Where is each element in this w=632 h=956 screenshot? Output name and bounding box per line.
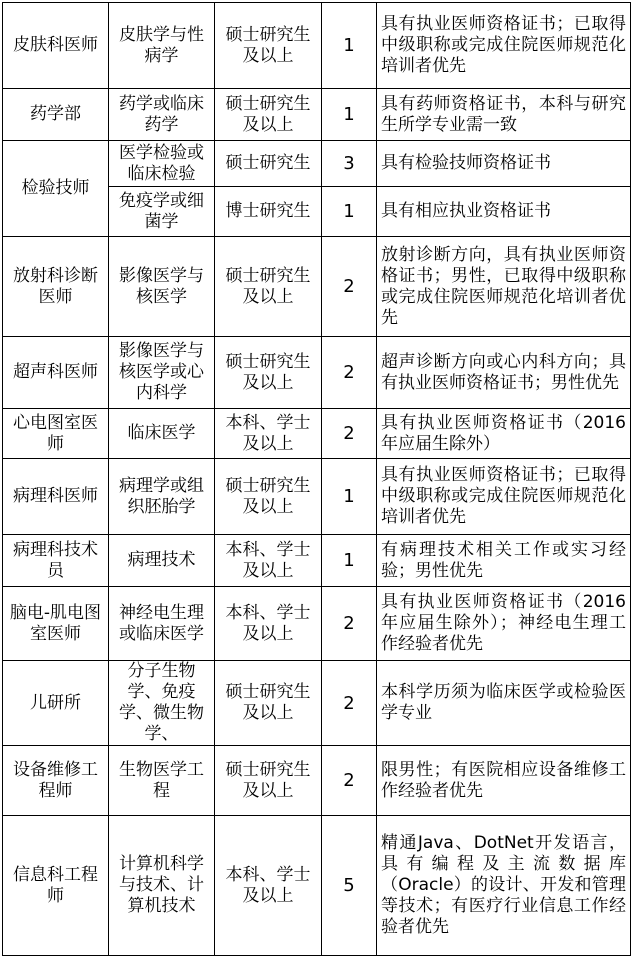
requirement-cell: 超声诊断方向或心内科方向；具有执业医师资格证书；男性优先 [377,337,631,409]
education-cell: 硕士研究生及以上 [215,459,322,535]
major-cell: 生物医学工程 [109,746,215,816]
table-row [3,661,631,746]
count-cell: 2 [322,237,377,337]
education-cell: 硕士研究生及以上 [215,746,322,816]
table-row [3,3,631,89]
education-cell: 硕士研究生及以上 [215,237,322,337]
requirement-cell: 具有执业医师资格证书（2016年应届生除外） [377,409,631,459]
education-cell: 硕士研究生及以上 [215,661,322,746]
table-row [3,89,631,141]
table-row [3,337,631,409]
dept-cell: 心电图室医师 [3,409,109,459]
table-row [3,237,631,337]
requirement-cell: 具有药师资格证书，本科与研究生所学专业需一致 [377,89,631,141]
major-cell: 免疫学或细菌学 [109,187,215,237]
education-cell: 硕士研究生 [215,141,322,187]
table-row [3,459,631,535]
count-cell: 2 [322,337,377,409]
requirement-cell: 有病理技术相关工作或实习经验；男性优先 [377,535,631,587]
education-cell: 本科、学士及以上 [215,409,322,459]
dept-cell: 儿研所 [3,661,109,746]
dept-cell: 病理科医师 [3,459,109,535]
requirement-cell: 具有执业医师资格证书；已取得中级职称或完成住院医师规范化培训者优先 [377,459,631,535]
requirement-cell: 精通Java、DotNet开发语言，具有编程及主流数据库（Oracle）的设计、开发和管理等技术；有医疗行业信息工作经验者优先 [377,816,631,956]
count-cell: 2 [322,409,377,459]
dept-cell: 超声科医师 [3,337,109,409]
count-cell: 1 [322,535,377,587]
major-cell: 计算机科学与技术、计算机技术 [109,816,215,956]
dept-cell: 放射科诊断医师 [3,237,109,337]
count-cell: 2 [322,587,377,661]
dept-cell: 皮肤科医师 [3,3,109,89]
major-cell: 病理技术 [109,535,215,587]
major-cell: 皮肤学与性病学 [109,3,215,89]
requirement-cell: 具有相应执业资格证书 [377,187,631,237]
table-row [3,746,631,816]
major-cell: 影像医学与核医学或心内科学 [109,337,215,409]
education-cell: 硕士研究生及以上 [215,3,322,89]
table-row [3,409,631,459]
count-cell: 1 [322,3,377,89]
education-cell: 硕士研究生及以上 [215,337,322,409]
requirement-cell: 限男性；有医院相应设备维修工作经验者优先 [377,746,631,816]
count-cell: 2 [322,746,377,816]
table-row [3,141,631,187]
requirement-cell: 具有检验技师资格证书 [377,141,631,187]
education-cell: 本科、学士及以上 [215,535,322,587]
education-cell: 本科、学士及以上 [215,587,322,661]
count-cell: 1 [322,459,377,535]
requirement-cell: 具有执业医师资格证书；已取得中级职称或完成住院医师规范化培训者优先 [377,3,631,89]
education-cell: 博士研究生 [215,187,322,237]
major-cell: 神经电生理或临床医学 [109,587,215,661]
education-cell: 本科、学士及以上 [215,816,322,956]
count-cell: 1 [322,89,377,141]
dept-cell: 设备维修工程师 [3,746,109,816]
dept-cell: 检验技师 [3,141,109,237]
count-cell: 1 [322,187,377,237]
major-cell: 药学或临床药学 [109,89,215,141]
table-row [3,816,631,956]
major-cell: 影像医学与核医学 [109,237,215,337]
recruitment-table [2,2,631,956]
major-cell: 病理学或组织胚胎学 [109,459,215,535]
requirement-cell: 本科学历须为临床医学或检验医学专业 [377,661,631,746]
education-cell: 硕士研究生及以上 [215,89,322,141]
dept-cell: 脑电-肌电图室医师 [3,587,109,661]
table-row [3,535,631,587]
table-row [3,587,631,661]
count-cell: 2 [322,661,377,746]
major-cell: 医学检验或临床检验 [109,141,215,187]
major-cell: 分子生物学、免疫学、微生物学、 [109,661,215,746]
dept-cell: 信息科工程师 [3,816,109,956]
dept-cell: 病理科技术员 [3,535,109,587]
count-cell: 5 [322,816,377,956]
major-cell: 临床医学 [109,409,215,459]
dept-cell: 药学部 [3,89,109,141]
count-cell: 3 [322,141,377,187]
requirement-cell: 具有执业医师资格证书（2016年应届生除外）；神经电生理工作经验者优先 [377,587,631,661]
requirement-cell: 放射诊断方向，具有执业医师资格证书；男性，已取得中级职称或完成住院医师规范化培训者优先 [377,237,631,337]
